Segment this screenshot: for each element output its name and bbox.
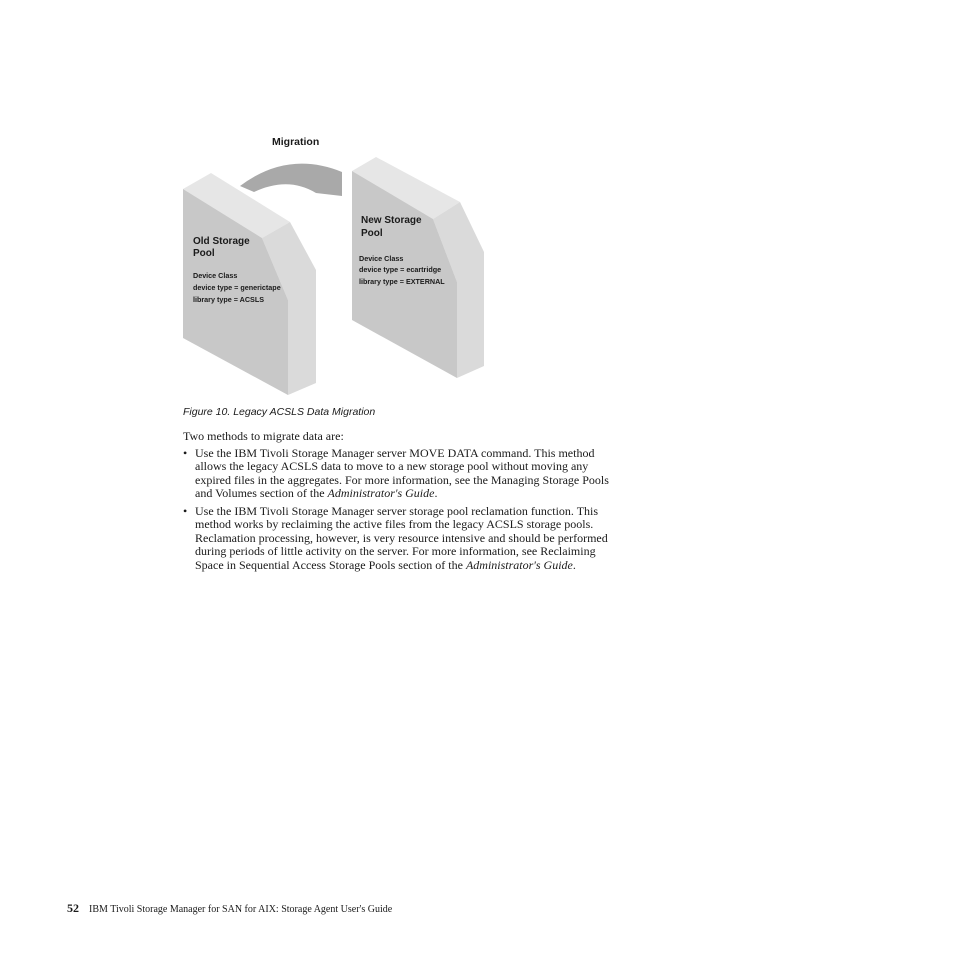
bullet: • xyxy=(183,503,188,518)
new-pool-title-1: New Storage xyxy=(361,215,422,226)
new-pool-title-2: Pool xyxy=(361,228,383,239)
bullet: • xyxy=(183,445,188,460)
new-storage-pool xyxy=(352,157,484,378)
migration-label: Migration xyxy=(272,136,320,148)
old-pool-title-1: Old Storage xyxy=(193,236,250,247)
list-item xyxy=(183,505,623,573)
page-footer xyxy=(67,901,392,916)
new-pool-device-class: Device Class xyxy=(359,254,404,263)
new-pool-device-type: device type = ecartridge xyxy=(359,265,442,274)
migration-arrow xyxy=(240,164,342,196)
migration-figure xyxy=(0,0,954,420)
old-pool-device-type: device type = generictape xyxy=(193,283,281,292)
item-end: . xyxy=(572,557,576,572)
old-pool-device-class: Device Class xyxy=(193,271,238,280)
book-title: IBM Tivoli Storage Manager for SAN for AIX: Storage Agent User's Guide xyxy=(89,904,393,915)
page-number: 52 xyxy=(67,901,79,915)
intro-paragraph: Two methods to migrate data are: xyxy=(183,429,344,443)
item-text: Use the IBM Tivoli Storage Manager server MOVE DATA command. This method allows the legacy ACSLS data to move to a new storage pool without moving any expired files in the aggregates. For more information, see the Managing Storage Pools and Volumes section of the xyxy=(195,445,609,500)
old-storage-pool xyxy=(183,173,316,395)
admin-guide-reference: Administrator's Guide xyxy=(465,557,573,572)
figure-caption: Figure 10. Legacy ACSLS Data Migration xyxy=(183,406,376,418)
body-text xyxy=(183,430,623,576)
item-text: Use the IBM Tivoli Storage Manager server storage pool reclamation function. This method works by reclaiming the active files from the legacy ACSLS storage pools. Reclamation processing, however, is very resource intensive and should be performed during periods of little activity on the server. For more information, see Reclaiming Space in Sequential Access Storage Pools section of the xyxy=(195,503,608,572)
list-item xyxy=(183,447,623,501)
new-pool-library-type: library type = EXTERNAL xyxy=(359,277,445,286)
admin-guide-reference: Administrator's Guide xyxy=(327,486,435,500)
item-end: . xyxy=(434,486,438,500)
methods-list xyxy=(183,447,623,573)
old-pool-library-type: library type = ACSLS xyxy=(193,295,265,304)
old-pool-title-2: Pool xyxy=(193,248,215,259)
